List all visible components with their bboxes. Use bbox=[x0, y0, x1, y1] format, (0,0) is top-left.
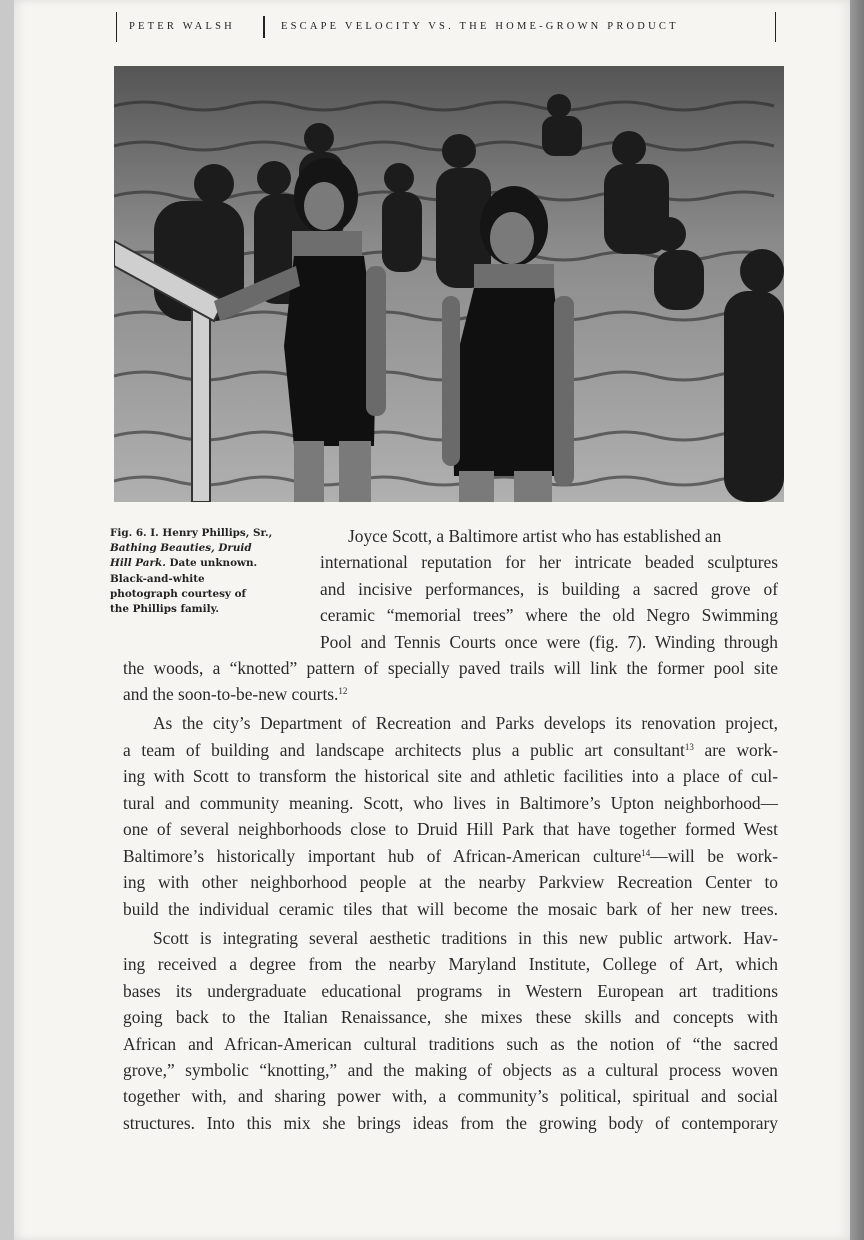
caption-title-2: Hill Park. bbox=[110, 557, 166, 570]
text-line: As the city’s Department of Recreation and Parks develops its renovation project, bbox=[153, 713, 778, 733]
text-line: build the individual ceramic tiles that will become the mosaic bark of her new trees. bbox=[123, 899, 778, 919]
header-title: ESCAPE VELOCITY VS. THE HOME-GROWN PRODUCT bbox=[281, 21, 679, 32]
caption-title-1: Bathing Beauties, Druid bbox=[110, 542, 252, 555]
text-line: Pool and Tennis Courts once were (fig. 7). Winding through bbox=[320, 632, 778, 652]
text-line: ing with Scott to transform the historical site and athletic facilities into a place of cul- bbox=[123, 766, 778, 786]
text-line: grove,” symbolic “knotting,” and the making of objects as a cultural process woven bbox=[123, 1060, 778, 1080]
text-line: structures. Into this mix she brings ideas from the growing body of contemporary bbox=[123, 1113, 778, 1133]
footnote-ref: 14 bbox=[641, 848, 651, 858]
header-author: PETER WALSH bbox=[129, 21, 235, 32]
text-line: the woods, a “knotted” pattern of specially paved trails will link the former pool site bbox=[123, 658, 778, 678]
text-line: a team of building and landscape architects plus a public art consultant$^{13}$ are work- bbox=[123, 740, 778, 760]
text-line: ing with other neighborhood people at the nearby Parkview Recreation Center to bbox=[123, 872, 778, 892]
footnote-ref: 12 bbox=[338, 686, 348, 696]
text-line: African and African-American cultural traditions such as the notion of “the sacred bbox=[123, 1034, 778, 1054]
caption-artist: I. Henry Phillips, Sr., bbox=[150, 527, 273, 539]
text-line: going back to the Italian Renaissance, she mixes these skills and concepts with bbox=[123, 1007, 778, 1027]
text-line: and the soon-to-be-new courts.$^{12}$ bbox=[123, 684, 348, 704]
text-line: ceramic “memorial trees” where the old Negro Swimming bbox=[320, 605, 778, 625]
caption-credit-1: photograph courtesy of bbox=[110, 587, 246, 600]
text-line: and incisive performances, is building a sacred grove of bbox=[320, 579, 778, 599]
text-line: together with, and sharing power with, a community’s political, spiritual and social bbox=[123, 1086, 778, 1106]
text-line: ing received a degree from the nearby Maryland Institute, College of Art, which bbox=[123, 954, 778, 974]
caption-fig-number: Fig. 6. bbox=[110, 527, 147, 539]
footnote-ref: 13 bbox=[684, 742, 694, 752]
text-line: Scott is integrating several aesthetic traditions in this new public artwork. Hav- bbox=[153, 928, 778, 948]
caption-medium: Black-and-white bbox=[110, 572, 205, 585]
text-line: tural and community meaning. Scott, who lives in Baltimore’s Upton neighborhood— bbox=[123, 793, 778, 813]
text-line: one of several neighborhoods close to Druid Hill Park that have together formed West bbox=[123, 819, 778, 839]
text-line: Baltimore’s historically important hub of African-American culture$^{14}$—will be work- bbox=[123, 846, 778, 866]
text-line: international reputation for her intricate beaded sculptures bbox=[320, 552, 778, 572]
text-line: bases its undergraduate educational programs in Western European art traditions bbox=[123, 981, 778, 1001]
caption-credit-2: the Phillips family. bbox=[110, 603, 220, 616]
caption-date: Date unknown. bbox=[169, 557, 258, 570]
text-line: Joyce Scott, a Baltimore artist who has established an bbox=[348, 526, 722, 546]
